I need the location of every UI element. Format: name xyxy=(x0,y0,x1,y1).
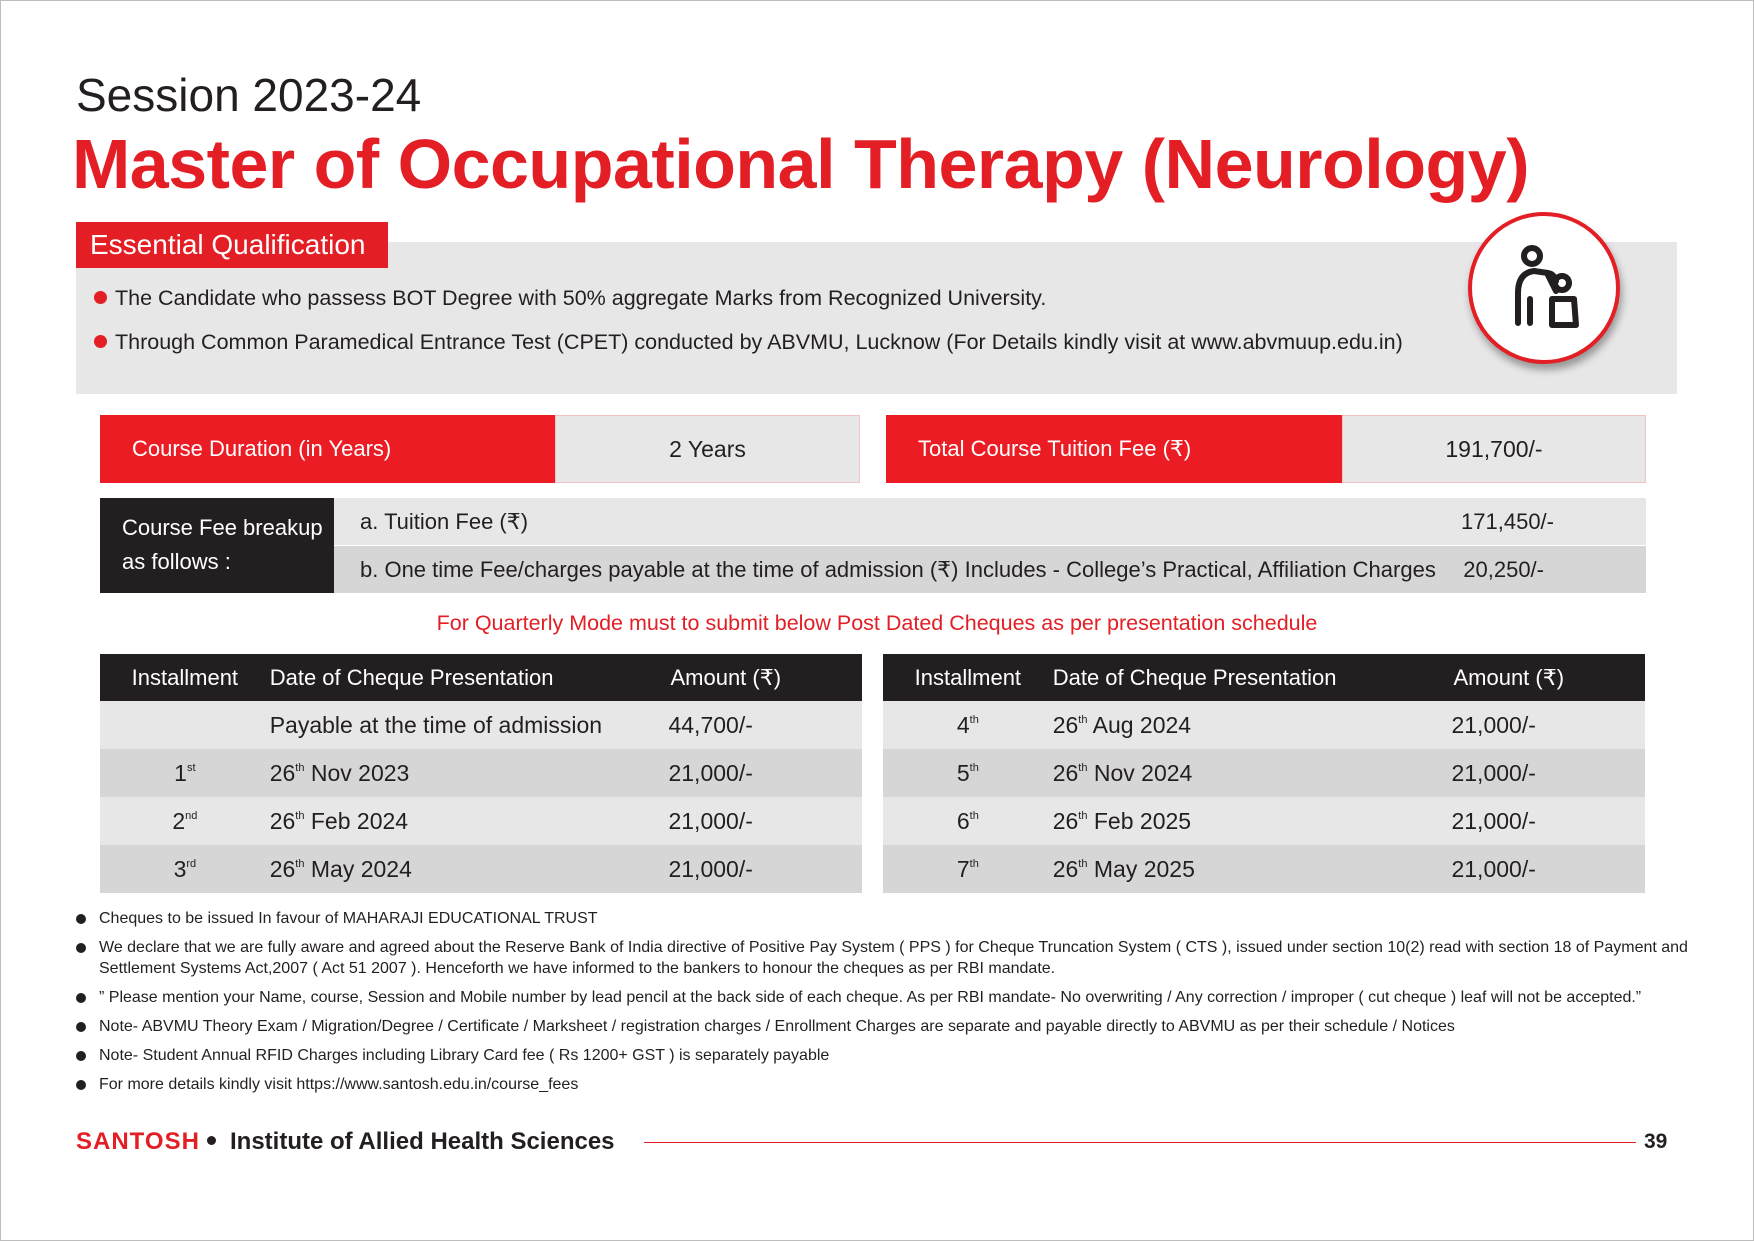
date-header: Date of Cheque Presentation xyxy=(270,654,669,701)
amount-header: Amount (₹) xyxy=(668,654,862,701)
installment-number: 2nd xyxy=(100,797,270,845)
list-item: We declare that we are fully aware and agreed about the Reserve Bank of India directive of Positive Pay System ( PPS ) for Cheque Truncation System ( CTS ), issued under section 10(2) read with section 18 of Payment and Settlement Systems Act,2007 ( Act 51 2007 ). Henceforth we have informed to the bankers to honour the cheques as per RBI mandate. xyxy=(76,937,1696,979)
cheque-date: 26th May 2025 xyxy=(1053,845,1452,893)
list-item: Note- Student Annual RFID Charges including Library Card fee ( Rs 1200+ GST ) is separately payable xyxy=(76,1045,1696,1066)
table-row xyxy=(883,701,1645,749)
notes-list xyxy=(76,908,1696,1103)
page-title: Master of Occupational Therapy (Neurology) xyxy=(72,125,1529,203)
bullet-icon xyxy=(94,335,107,348)
table-row xyxy=(883,749,1645,797)
installment-number: 6th xyxy=(883,797,1053,845)
total-fee-label: Total Course Tuition Fee (₹) xyxy=(886,415,1342,483)
session-label: Session 2023-24 xyxy=(76,69,422,121)
installment-amount: 21,000/- xyxy=(668,749,862,797)
bullet-icon xyxy=(94,291,107,304)
installment-header: Installment xyxy=(100,654,270,701)
installment-number xyxy=(100,701,270,749)
table-row xyxy=(100,701,862,749)
installment-number: 4th xyxy=(883,701,1053,749)
bullet-icon xyxy=(76,1080,86,1090)
bullet-icon xyxy=(76,943,86,953)
therapist-assisting-patient-icon xyxy=(1468,212,1620,364)
installment-number: 1st xyxy=(100,749,270,797)
fee-breakup-label: Course Fee breakup as follows : xyxy=(100,498,334,593)
page-number: 39 xyxy=(1644,1130,1668,1153)
bullet-icon xyxy=(76,993,86,1003)
qualification-item: Through Common Paramedical Entrance Test (CPET) conducted by ABVMU, Lucknow (For Details kindly visit at www.abvmuup.edu.in) xyxy=(94,330,1403,355)
bullet-icon xyxy=(76,914,86,924)
date-header: Date of Cheque Presentation xyxy=(1053,654,1452,701)
fee-breakup-row: a. Tuition Fee (₹) 171,450/- xyxy=(334,498,1646,545)
cheque-date: 26th Feb 2024 xyxy=(270,797,669,845)
installment-number: 3rd xyxy=(100,845,270,893)
installment-amount: 21,000/- xyxy=(1451,797,1645,845)
table-row xyxy=(883,797,1645,845)
installment-amount: 21,000/- xyxy=(1451,701,1645,749)
bullet-icon xyxy=(76,1022,86,1032)
institute-name: Institute of Allied Health Sciences xyxy=(230,1128,615,1155)
qualification-heading: Essential Qualification xyxy=(76,222,388,268)
installment-header: Installment xyxy=(883,654,1053,701)
installment-amount: 21,000/- xyxy=(1451,845,1645,893)
list-item: Note- ABVMU Theory Exam / Migration/Degree / Certificate / Marksheet / registration charges / Enrollment Charges are separate and payable directly to ABVMU as per their schedule / Notices xyxy=(76,1016,1696,1037)
cheque-date: 26th Nov 2023 xyxy=(270,749,669,797)
footer-divider xyxy=(644,1142,1636,1143)
bullet-icon xyxy=(76,1051,86,1061)
installment-amount: 21,000/- xyxy=(1451,749,1645,797)
cheque-date: 26th Aug 2024 xyxy=(1053,701,1452,749)
installment-amount: 21,000/- xyxy=(668,845,862,893)
installment-amount: 44,700/- xyxy=(668,701,862,749)
installment-amount: 21,000/- xyxy=(668,797,862,845)
table-row xyxy=(100,845,862,893)
list-item: Cheques to be issued In favour of MAHARAJI EDUCATIONAL TRUST xyxy=(76,908,1696,929)
brand-logo: SANTOSH xyxy=(76,1128,200,1155)
cheque-date: 26th Feb 2025 xyxy=(1053,797,1452,845)
installment-table-right xyxy=(883,654,1645,893)
list-item: For more details kindly visit https://www.santosh.edu.in/course_fees xyxy=(76,1074,1696,1095)
qualification-item: The Candidate who passess BOT Degree with 50% aggregate Marks from Recognized University. xyxy=(94,286,1046,311)
cheque-date: 26th Nov 2024 xyxy=(1053,749,1452,797)
installment-number: 5th xyxy=(883,749,1053,797)
course-duration-label: Course Duration (in Years) xyxy=(100,415,555,483)
course-duration-value: 2 Years xyxy=(555,415,860,483)
fee-breakup-row: b. One time Fee/charges payable at the time of admission (₹) Includes - College’s Practical, Affiliation Charges 20,250/- xyxy=(334,546,1646,593)
table-row xyxy=(100,797,862,845)
cheque-date: Payable at the time of admission xyxy=(270,701,669,749)
quarterly-mode-note: For Quarterly Mode must to submit below Post Dated Cheques as per presentation schedule xyxy=(436,611,1318,635)
amount-header: Amount (₹) xyxy=(1451,654,1645,701)
table-row xyxy=(100,749,862,797)
installment-table-left xyxy=(100,654,862,893)
table-row xyxy=(883,845,1645,893)
total-fee-value: 191,700/- xyxy=(1342,415,1646,483)
installment-number: 7th xyxy=(883,845,1053,893)
cheque-date: 26th May 2024 xyxy=(270,845,669,893)
separator-dot-icon xyxy=(207,1136,216,1145)
list-item: ” Please mention your Name, course, Session and Mobile number by lead pencil at the back side of each cheque. As per RBI mandate- No overwriting / Any correction / improper ( cut cheque ) leaf will not be accepted.” xyxy=(76,987,1696,1008)
